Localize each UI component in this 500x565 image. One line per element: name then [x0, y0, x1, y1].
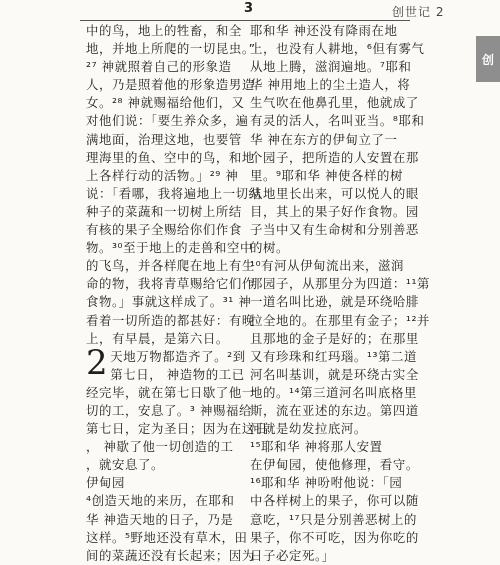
- line-text: 意吃，¹⁷只是分别善恶树上的: [250, 511, 418, 527]
- line-text: 命的物，我将青草赐给它们作: [86, 276, 255, 292]
- text-line: [250, 529, 419, 547]
- line-text: 有灵的活人，名叫亚当。⁸耶和: [250, 113, 425, 129]
- line-text: 种子的菜蔬和一切树上所结: [86, 203, 242, 219]
- text-line: [250, 384, 418, 402]
- text-line: [250, 203, 419, 221]
- line-text: 中的鸟，地上的牲畜，和全: [86, 23, 242, 38]
- text-line: [250, 275, 431, 293]
- chapter-number: 2: [86, 342, 109, 383]
- line-text: 有核的果子全赐给你们作食: [86, 222, 242, 238]
- line-text: ， 神歇了他一切创造的工: [86, 439, 234, 455]
- text-line: [86, 239, 254, 257]
- line-text: 且那地的金子是好的；在那里: [250, 330, 419, 346]
- line-text: 目，其上的果子好作食物。园: [250, 203, 419, 219]
- text-line: [86, 112, 248, 130]
- text-line: [250, 257, 414, 275]
- line-text: 的树。: [250, 240, 289, 256]
- line-text: ¹⁵耶和华 神将那人安置: [250, 439, 383, 455]
- text-line: [250, 420, 414, 438]
- line-text: 个园子，把所造的人安置在那: [250, 149, 419, 165]
- text-line: [86, 529, 248, 547]
- line-text: 女。²⁸ 神就赐福给他们，又: [86, 95, 245, 111]
- text-line: [250, 474, 414, 492]
- text-line: [86, 474, 248, 492]
- text-line: [86, 366, 248, 384]
- text-line: [250, 149, 419, 167]
- line-text: 中各样树上的果子，你可以随: [250, 493, 419, 509]
- line-text: ¹⁶耶和华 神吩咐他说：「园: [250, 475, 403, 491]
- running-head: 创世记 2: [392, 5, 445, 19]
- line-text: 切的工，安息了。³ 神赐福给: [86, 402, 252, 418]
- text-line: [250, 348, 418, 366]
- line-text: 经完毕，就在第七日歇了他一: [86, 384, 255, 400]
- line-text: ⁴创造天地的来历，在耶和: [86, 493, 235, 509]
- text-line: [86, 257, 255, 275]
- line-text: 对他们说：「要生养众多，遍: [86, 113, 249, 129]
- line-text: 上，有早晨，是第六日。: [86, 330, 229, 346]
- line-text: 第七日， 神造物的工已: [110, 366, 245, 382]
- line-text: 华 神造天地的日子，乃是: [86, 511, 234, 527]
- line-text: ，就安息了。: [86, 457, 164, 473]
- line-text: 耶和华 神还没有降雨在地: [250, 23, 398, 38]
- line-text: 第七日，定为圣日；因为在这日: [86, 421, 268, 437]
- line-text: 华 神用地上的尘土造人，将: [250, 77, 411, 93]
- line-text: 一道名叫比逊，就是环绕哈腓: [250, 294, 419, 310]
- text-line: [86, 149, 255, 167]
- line-text: 生气吹在他鼻孔里，他就成了: [250, 95, 419, 111]
- text-line: [250, 131, 414, 149]
- line-text: ¹⁰有河从伊甸流出来，滋润: [250, 258, 405, 274]
- line-text: 在伊甸园，使他修理，看守。: [250, 457, 419, 473]
- text-line: [250, 40, 425, 58]
- line-text: 华 神在东方的伊甸立了一: [250, 131, 398, 147]
- text-line: [86, 293, 252, 311]
- header-rule: [80, 20, 410, 21]
- text-line: [250, 511, 418, 529]
- line-text: 河名叫基训，就是环绕古实全: [250, 366, 419, 382]
- line-text: 天地万物都造齐了。²到: [110, 348, 246, 364]
- text-line: [86, 402, 252, 420]
- line-text: 间的菜蔬还没有长起来；因为: [86, 547, 255, 563]
- line-text: 上，也没有人耕地，⁶但有雾气: [250, 41, 425, 57]
- line-text: 日子必定死。」: [250, 547, 335, 563]
- line-text: 河就是幼发拉底河。: [250, 421, 367, 437]
- text-line: [86, 384, 255, 402]
- text-line: [250, 366, 419, 384]
- text-line: [86, 131, 248, 149]
- text-line: [250, 547, 414, 565]
- text-line: [250, 438, 414, 456]
- book-edge-tab: 创: [476, 36, 500, 82]
- line-text: 的飞鸟，并各样爬在地上有生: [86, 258, 255, 274]
- right-text-column: [250, 22, 431, 563]
- line-text: 里。⁹耶和华 神使各样的树: [250, 167, 404, 183]
- line-text: 从地上腾，滋润遍地。⁷耶和: [250, 59, 412, 75]
- text-line: [250, 58, 414, 76]
- line-text: 拉全地的。在那里有金子；¹²并: [250, 312, 431, 328]
- text-line: [250, 185, 419, 203]
- line-text: 物。³⁰至于地上的走兽和空中: [86, 240, 254, 256]
- text-line: [86, 221, 248, 239]
- text-line: [250, 76, 414, 94]
- line-text: ²⁷ 神就照着自己的形象造: [86, 59, 232, 75]
- line-text: 地，并地上所爬的一切昆虫。”: [86, 41, 256, 57]
- text-line: [250, 167, 414, 185]
- text-line: [86, 22, 248, 40]
- text-line: [86, 456, 248, 474]
- text-line: [86, 511, 248, 529]
- line-text: 伊甸园: [86, 475, 125, 491]
- text-line: [86, 420, 268, 438]
- line-text: 人，乃是照着他的形象造男造: [86, 77, 255, 93]
- line-text: 从地里长出来，可以悦人的眼: [250, 185, 419, 201]
- text-line: [86, 40, 256, 58]
- text-line: [250, 456, 419, 474]
- text-line: [250, 239, 414, 257]
- text-line: [86, 76, 255, 94]
- text-line: [86, 94, 248, 112]
- line-text: 子当中又有生命树和分别善恶: [250, 222, 419, 238]
- text-line: [250, 492, 419, 510]
- text-line: [86, 185, 262, 203]
- text-line: [86, 330, 248, 348]
- line-text: 看着一切所造的都甚好：有晚: [86, 312, 255, 328]
- text-line: [250, 22, 414, 40]
- line-text: 地的。¹⁴第三道河名叫底格里: [250, 384, 418, 400]
- line-text: 食物。」事就这样成了。³¹ 神: [86, 294, 252, 310]
- text-line: [86, 167, 248, 185]
- text-line: [86, 275, 255, 293]
- text-line: [86, 547, 255, 565]
- text-line: [86, 203, 248, 221]
- line-text: 又有珍珠和红玛瑙。¹³第二道: [250, 348, 418, 364]
- line-text: 斯，流在亚述的东边。第四道: [250, 402, 419, 418]
- text-line: [250, 112, 425, 130]
- text-line: [250, 402, 419, 420]
- text-line: [86, 58, 248, 76]
- line-text: 那园子，从那里分为四道：¹¹第: [250, 276, 431, 292]
- line-text: 满地面，治理这地，也要管: [86, 131, 242, 147]
- line-text: 说：「看哪，我将遍地上一切结: [86, 185, 262, 201]
- text-line: [250, 293, 419, 311]
- page-number: 3: [244, 1, 254, 16]
- line-text: 理海里的鱼、空中的鸟，和地: [86, 149, 255, 165]
- text-line: [250, 330, 419, 348]
- text-line: [86, 492, 248, 510]
- line-text: 果子，你不可吃，因为你吃的: [250, 529, 419, 545]
- text-line: [250, 312, 431, 330]
- text-line: [250, 94, 419, 112]
- line-text: 这样。⁵野地还没有草木，田: [86, 529, 248, 545]
- left-text-column: [86, 22, 268, 563]
- text-line: [250, 221, 419, 239]
- text-line: [86, 312, 255, 330]
- text-line: [86, 438, 248, 456]
- line-text: 上各样行动的活物。」²⁹ 神: [86, 167, 239, 183]
